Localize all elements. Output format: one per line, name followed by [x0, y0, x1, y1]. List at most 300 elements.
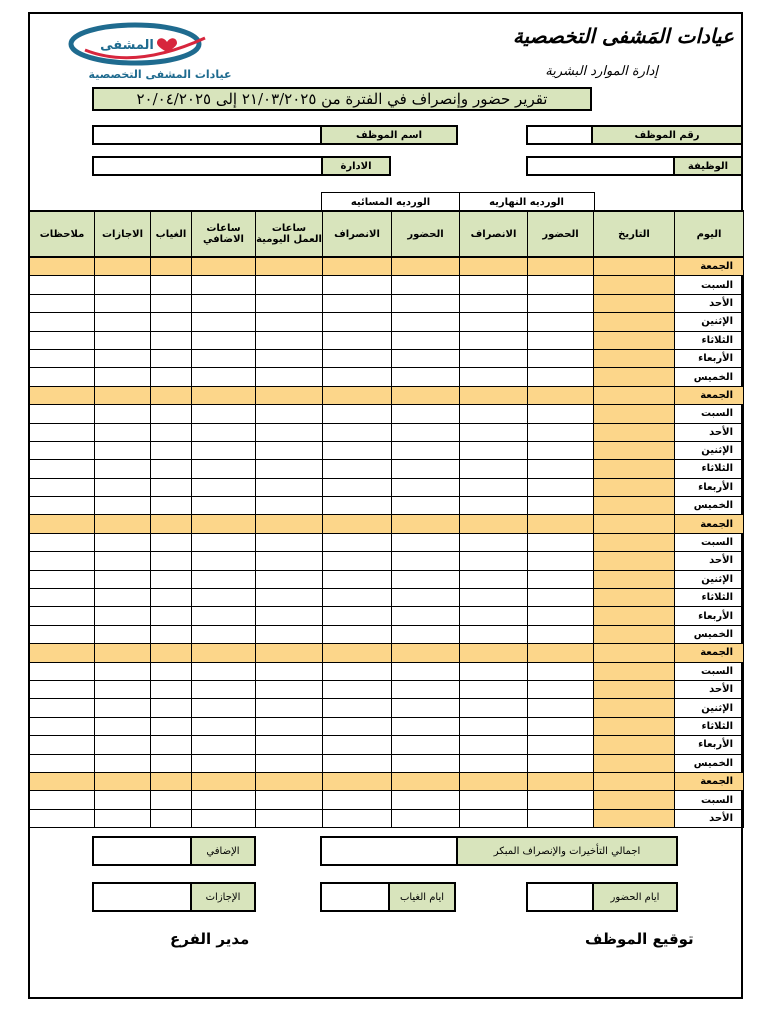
entry-cell[interactable] — [192, 754, 256, 772]
entry-cell[interactable] — [528, 552, 594, 570]
entry-cell[interactable] — [30, 625, 95, 643]
entry-cell[interactable] — [392, 405, 460, 423]
entry-cell[interactable] — [460, 294, 528, 312]
leaves-total-field[interactable] — [92, 882, 256, 912]
entry-cell[interactable] — [323, 754, 392, 772]
entry-cell[interactable] — [323, 791, 392, 809]
entry-cell[interactable] — [151, 313, 192, 331]
entry-cell[interactable] — [30, 607, 95, 625]
entry-cell[interactable] — [192, 515, 256, 533]
entry-cell[interactable] — [95, 515, 151, 533]
entry-cell[interactable] — [30, 460, 95, 478]
entry-cell[interactable] — [528, 754, 594, 772]
entry-cell[interactable] — [30, 552, 95, 570]
entry-cell[interactable] — [30, 331, 95, 349]
entry-cell[interactable] — [528, 699, 594, 717]
entry-cell[interactable] — [192, 791, 256, 809]
date-cell[interactable] — [594, 772, 675, 790]
entry-cell[interactable] — [528, 570, 594, 588]
entry-cell[interactable] — [256, 589, 323, 607]
entry-cell[interactable] — [528, 736, 594, 754]
entry-cell[interactable] — [323, 405, 392, 423]
entry-cell[interactable] — [460, 423, 528, 441]
job-field[interactable] — [526, 156, 743, 176]
entry-cell[interactable] — [528, 791, 594, 809]
entry-cell[interactable] — [151, 368, 192, 386]
entry-cell[interactable] — [528, 607, 594, 625]
entry-cell[interactable] — [192, 625, 256, 643]
entry-cell[interactable] — [256, 405, 323, 423]
entry-cell[interactable] — [151, 809, 192, 827]
entry-cell[interactable] — [30, 809, 95, 827]
entry-cell[interactable] — [392, 552, 460, 570]
entry-cell[interactable] — [30, 717, 95, 735]
entry-cell[interactable] — [30, 736, 95, 754]
entry-cell[interactable] — [95, 607, 151, 625]
entry-cell[interactable] — [528, 478, 594, 496]
entry-cell[interactable] — [392, 754, 460, 772]
entry-cell[interactable] — [192, 552, 256, 570]
date-cell[interactable] — [594, 386, 675, 404]
entry-cell[interactable] — [528, 497, 594, 515]
entry-cell[interactable] — [192, 368, 256, 386]
entry-cell[interactable] — [151, 662, 192, 680]
entry-cell[interactable] — [323, 607, 392, 625]
entry-cell[interactable] — [528, 294, 594, 312]
entry-cell[interactable] — [256, 809, 323, 827]
entry-cell[interactable] — [151, 791, 192, 809]
entry-cell[interactable] — [151, 552, 192, 570]
entry-cell[interactable] — [392, 460, 460, 478]
entry-cell[interactable] — [528, 717, 594, 735]
entry-cell[interactable] — [95, 423, 151, 441]
entry-cell[interactable] — [460, 680, 528, 698]
entry-cell[interactable] — [30, 405, 95, 423]
entry-cell[interactable] — [192, 441, 256, 459]
entry-cell[interactable] — [256, 515, 323, 533]
entry-cell[interactable] — [392, 497, 460, 515]
entry-cell[interactable] — [323, 717, 392, 735]
entry-cell[interactable] — [151, 607, 192, 625]
entry-cell[interactable] — [460, 441, 528, 459]
entry-cell[interactable] — [192, 386, 256, 404]
entry-cell[interactable] — [256, 441, 323, 459]
entry-cell[interactable] — [323, 276, 392, 294]
entry-cell[interactable] — [30, 644, 95, 662]
entry-cell[interactable] — [151, 754, 192, 772]
entry-cell[interactable] — [256, 257, 323, 276]
entry-cell[interactable] — [460, 662, 528, 680]
date-cell[interactable] — [594, 552, 675, 570]
entry-cell[interactable] — [323, 625, 392, 643]
entry-cell[interactable] — [30, 699, 95, 717]
entry-cell[interactable] — [256, 460, 323, 478]
entry-cell[interactable] — [30, 349, 95, 367]
entry-cell[interactable] — [95, 368, 151, 386]
entry-cell[interactable] — [192, 331, 256, 349]
date-cell[interactable] — [594, 791, 675, 809]
entry-cell[interactable] — [392, 791, 460, 809]
entry-cell[interactable] — [323, 313, 392, 331]
entry-cell[interactable] — [95, 754, 151, 772]
entry-cell[interactable] — [460, 625, 528, 643]
entry-cell[interactable] — [95, 405, 151, 423]
entry-cell[interactable] — [323, 809, 392, 827]
date-cell[interactable] — [594, 809, 675, 827]
date-cell[interactable] — [594, 313, 675, 331]
date-cell[interactable] — [594, 607, 675, 625]
entry-cell[interactable] — [392, 423, 460, 441]
entry-cell[interactable] — [30, 313, 95, 331]
entry-cell[interactable] — [192, 405, 256, 423]
entry-cell[interactable] — [528, 515, 594, 533]
entry-cell[interactable] — [30, 423, 95, 441]
entry-cell[interactable] — [392, 515, 460, 533]
entry-cell[interactable] — [323, 478, 392, 496]
date-cell[interactable] — [594, 699, 675, 717]
date-cell[interactable] — [594, 717, 675, 735]
entry-cell[interactable] — [192, 736, 256, 754]
entry-cell[interactable] — [528, 809, 594, 827]
entry-cell[interactable] — [95, 589, 151, 607]
entry-cell[interactable] — [392, 662, 460, 680]
entry-cell[interactable] — [323, 497, 392, 515]
entry-cell[interactable] — [392, 313, 460, 331]
date-cell[interactable] — [594, 441, 675, 459]
entry-cell[interactable] — [392, 809, 460, 827]
entry-cell[interactable] — [151, 570, 192, 588]
entry-cell[interactable] — [460, 331, 528, 349]
date-cell[interactable] — [594, 294, 675, 312]
entry-cell[interactable] — [30, 478, 95, 496]
entry-cell[interactable] — [95, 331, 151, 349]
entry-cell[interactable] — [30, 791, 95, 809]
entry-cell[interactable] — [528, 680, 594, 698]
entry-cell[interactable] — [323, 736, 392, 754]
entry-cell[interactable] — [323, 772, 392, 790]
entry-cell[interactable] — [392, 386, 460, 404]
entry-cell[interactable] — [95, 460, 151, 478]
entry-cell[interactable] — [256, 368, 323, 386]
entry-cell[interactable] — [256, 497, 323, 515]
entry-cell[interactable] — [528, 533, 594, 551]
entry-cell[interactable] — [95, 736, 151, 754]
entry-cell[interactable] — [323, 257, 392, 276]
entry-cell[interactable] — [30, 294, 95, 312]
entry-cell[interactable] — [460, 717, 528, 735]
employee-name-field[interactable] — [92, 125, 458, 145]
entry-cell[interactable] — [192, 460, 256, 478]
entry-cell[interactable] — [323, 680, 392, 698]
entry-cell[interactable] — [528, 313, 594, 331]
entry-cell[interactable] — [151, 386, 192, 404]
entry-cell[interactable] — [528, 441, 594, 459]
entry-cell[interactable] — [151, 276, 192, 294]
entry-cell[interactable] — [192, 533, 256, 551]
entry-cell[interactable] — [151, 699, 192, 717]
entry-cell[interactable] — [460, 405, 528, 423]
entry-cell[interactable] — [528, 349, 594, 367]
date-cell[interactable] — [594, 257, 675, 276]
entry-cell[interactable] — [256, 478, 323, 496]
entry-cell[interactable] — [323, 515, 392, 533]
entry-cell[interactable] — [256, 625, 323, 643]
entry-cell[interactable] — [460, 515, 528, 533]
entry-cell[interactable] — [95, 294, 151, 312]
entry-cell[interactable] — [30, 257, 95, 276]
entry-cell[interactable] — [30, 772, 95, 790]
entry-cell[interactable] — [392, 699, 460, 717]
entry-cell[interactable] — [95, 699, 151, 717]
entry-cell[interactable] — [256, 717, 323, 735]
extra-total-field[interactable] — [92, 836, 256, 866]
entry-cell[interactable] — [151, 257, 192, 276]
entry-cell[interactable] — [192, 276, 256, 294]
entry-cell[interactable] — [192, 772, 256, 790]
entry-cell[interactable] — [392, 607, 460, 625]
date-cell[interactable] — [594, 460, 675, 478]
entry-cell[interactable] — [460, 552, 528, 570]
entry-cell[interactable] — [460, 497, 528, 515]
entry-cell[interactable] — [151, 717, 192, 735]
date-cell[interactable] — [594, 589, 675, 607]
entry-cell[interactable] — [192, 644, 256, 662]
entry-cell[interactable] — [151, 460, 192, 478]
entry-cell[interactable] — [460, 570, 528, 588]
date-cell[interactable] — [594, 478, 675, 496]
entry-cell[interactable] — [392, 331, 460, 349]
entry-cell[interactable] — [528, 662, 594, 680]
date-cell[interactable] — [594, 754, 675, 772]
date-cell[interactable] — [594, 570, 675, 588]
entry-cell[interactable] — [30, 754, 95, 772]
entry-cell[interactable] — [528, 625, 594, 643]
entry-cell[interactable] — [151, 349, 192, 367]
entry-cell[interactable] — [256, 791, 323, 809]
entry-cell[interactable] — [392, 589, 460, 607]
entry-cell[interactable] — [392, 533, 460, 551]
entry-cell[interactable] — [256, 276, 323, 294]
entry-cell[interactable] — [323, 368, 392, 386]
entry-cell[interactable] — [151, 680, 192, 698]
date-cell[interactable] — [594, 276, 675, 294]
entry-cell[interactable] — [460, 772, 528, 790]
entry-cell[interactable] — [392, 736, 460, 754]
entry-cell[interactable] — [95, 478, 151, 496]
entry-cell[interactable] — [256, 331, 323, 349]
entry-cell[interactable] — [256, 349, 323, 367]
date-cell[interactable] — [594, 515, 675, 533]
entry-cell[interactable] — [151, 515, 192, 533]
entry-cell[interactable] — [323, 349, 392, 367]
entry-cell[interactable] — [256, 313, 323, 331]
entry-cell[interactable] — [192, 570, 256, 588]
entry-cell[interactable] — [95, 717, 151, 735]
entry-cell[interactable] — [460, 478, 528, 496]
entry-cell[interactable] — [323, 699, 392, 717]
entry-cell[interactable] — [528, 368, 594, 386]
date-cell[interactable] — [594, 625, 675, 643]
date-cell[interactable] — [594, 349, 675, 367]
entry-cell[interactable] — [528, 276, 594, 294]
entry-cell[interactable] — [392, 368, 460, 386]
entry-cell[interactable] — [151, 478, 192, 496]
entry-cell[interactable] — [95, 625, 151, 643]
entry-cell[interactable] — [192, 478, 256, 496]
entry-cell[interactable] — [95, 386, 151, 404]
entry-cell[interactable] — [528, 460, 594, 478]
entry-cell[interactable] — [392, 644, 460, 662]
date-cell[interactable] — [594, 331, 675, 349]
entry-cell[interactable] — [323, 460, 392, 478]
entry-cell[interactable] — [30, 497, 95, 515]
entry-cell[interactable] — [95, 257, 151, 276]
entry-cell[interactable] — [30, 386, 95, 404]
entry-cell[interactable] — [392, 294, 460, 312]
entry-cell[interactable] — [323, 589, 392, 607]
department-field[interactable] — [92, 156, 391, 176]
entry-cell[interactable] — [151, 589, 192, 607]
entry-cell[interactable] — [323, 331, 392, 349]
entry-cell[interactable] — [30, 662, 95, 680]
entry-cell[interactable] — [528, 644, 594, 662]
entry-cell[interactable] — [528, 257, 594, 276]
entry-cell[interactable] — [460, 644, 528, 662]
entry-cell[interactable] — [192, 497, 256, 515]
entry-cell[interactable] — [256, 736, 323, 754]
entry-cell[interactable] — [95, 349, 151, 367]
entry-cell[interactable] — [392, 478, 460, 496]
entry-cell[interactable] — [528, 331, 594, 349]
date-cell[interactable] — [594, 533, 675, 551]
entry-cell[interactable] — [151, 625, 192, 643]
entry-cell[interactable] — [392, 680, 460, 698]
entry-cell[interactable] — [95, 276, 151, 294]
entry-cell[interactable] — [30, 515, 95, 533]
entry-cell[interactable] — [192, 662, 256, 680]
entry-cell[interactable] — [460, 791, 528, 809]
entry-cell[interactable] — [151, 644, 192, 662]
entry-cell[interactable] — [95, 772, 151, 790]
entry-cell[interactable] — [192, 717, 256, 735]
entry-cell[interactable] — [460, 276, 528, 294]
entry-cell[interactable] — [192, 809, 256, 827]
entry-cell[interactable] — [192, 423, 256, 441]
entry-cell[interactable] — [392, 276, 460, 294]
date-cell[interactable] — [594, 405, 675, 423]
entry-cell[interactable] — [323, 294, 392, 312]
late-early-total-field[interactable] — [320, 836, 678, 866]
entry-cell[interactable] — [192, 589, 256, 607]
entry-cell[interactable] — [30, 441, 95, 459]
entry-cell[interactable] — [95, 662, 151, 680]
entry-cell[interactable] — [460, 699, 528, 717]
entry-cell[interactable] — [192, 257, 256, 276]
entry-cell[interactable] — [151, 772, 192, 790]
entry-cell[interactable] — [30, 680, 95, 698]
entry-cell[interactable] — [256, 644, 323, 662]
entry-cell[interactable] — [528, 423, 594, 441]
entry-cell[interactable] — [392, 717, 460, 735]
entry-cell[interactable] — [460, 736, 528, 754]
entry-cell[interactable] — [323, 570, 392, 588]
entry-cell[interactable] — [528, 405, 594, 423]
entry-cell[interactable] — [460, 809, 528, 827]
entry-cell[interactable] — [256, 680, 323, 698]
entry-cell[interactable] — [151, 497, 192, 515]
entry-cell[interactable] — [30, 368, 95, 386]
entry-cell[interactable] — [192, 313, 256, 331]
entry-cell[interactable] — [392, 570, 460, 588]
entry-cell[interactable] — [192, 349, 256, 367]
date-cell[interactable] — [594, 368, 675, 386]
entry-cell[interactable] — [151, 423, 192, 441]
entry-cell[interactable] — [256, 699, 323, 717]
entry-cell[interactable] — [95, 533, 151, 551]
entry-cell[interactable] — [460, 313, 528, 331]
entry-cell[interactable] — [323, 644, 392, 662]
entry-cell[interactable] — [192, 699, 256, 717]
entry-cell[interactable] — [256, 423, 323, 441]
entry-cell[interactable] — [256, 607, 323, 625]
entry-cell[interactable] — [460, 368, 528, 386]
entry-cell[interactable] — [392, 349, 460, 367]
entry-cell[interactable] — [460, 386, 528, 404]
date-cell[interactable] — [594, 736, 675, 754]
date-cell[interactable] — [594, 680, 675, 698]
entry-cell[interactable] — [151, 736, 192, 754]
entry-cell[interactable] — [460, 754, 528, 772]
entry-cell[interactable] — [256, 386, 323, 404]
entry-cell[interactable] — [151, 294, 192, 312]
date-cell[interactable] — [594, 497, 675, 515]
entry-cell[interactable] — [95, 552, 151, 570]
entry-cell[interactable] — [460, 589, 528, 607]
attendance-days-field[interactable] — [526, 882, 678, 912]
entry-cell[interactable] — [151, 441, 192, 459]
entry-cell[interactable] — [323, 552, 392, 570]
entry-cell[interactable] — [192, 294, 256, 312]
entry-cell[interactable] — [95, 680, 151, 698]
entry-cell[interactable] — [256, 570, 323, 588]
entry-cell[interactable] — [323, 386, 392, 404]
entry-cell[interactable] — [460, 349, 528, 367]
entry-cell[interactable] — [151, 331, 192, 349]
entry-cell[interactable] — [95, 313, 151, 331]
entry-cell[interactable] — [192, 680, 256, 698]
entry-cell[interactable] — [256, 772, 323, 790]
entry-cell[interactable] — [256, 552, 323, 570]
entry-cell[interactable] — [392, 625, 460, 643]
entry-cell[interactable] — [392, 257, 460, 276]
entry-cell[interactable] — [323, 533, 392, 551]
date-cell[interactable] — [594, 662, 675, 680]
entry-cell[interactable] — [30, 276, 95, 294]
entry-cell[interactable] — [460, 460, 528, 478]
entry-cell[interactable] — [528, 386, 594, 404]
entry-cell[interactable] — [528, 589, 594, 607]
entry-cell[interactable] — [151, 405, 192, 423]
entry-cell[interactable] — [392, 772, 460, 790]
entry-cell[interactable] — [95, 441, 151, 459]
entry-cell[interactable] — [460, 607, 528, 625]
entry-cell[interactable] — [460, 533, 528, 551]
entry-cell[interactable] — [323, 423, 392, 441]
entry-cell[interactable] — [323, 662, 392, 680]
entry-cell[interactable] — [151, 533, 192, 551]
entry-cell[interactable] — [256, 294, 323, 312]
entry-cell[interactable] — [95, 791, 151, 809]
